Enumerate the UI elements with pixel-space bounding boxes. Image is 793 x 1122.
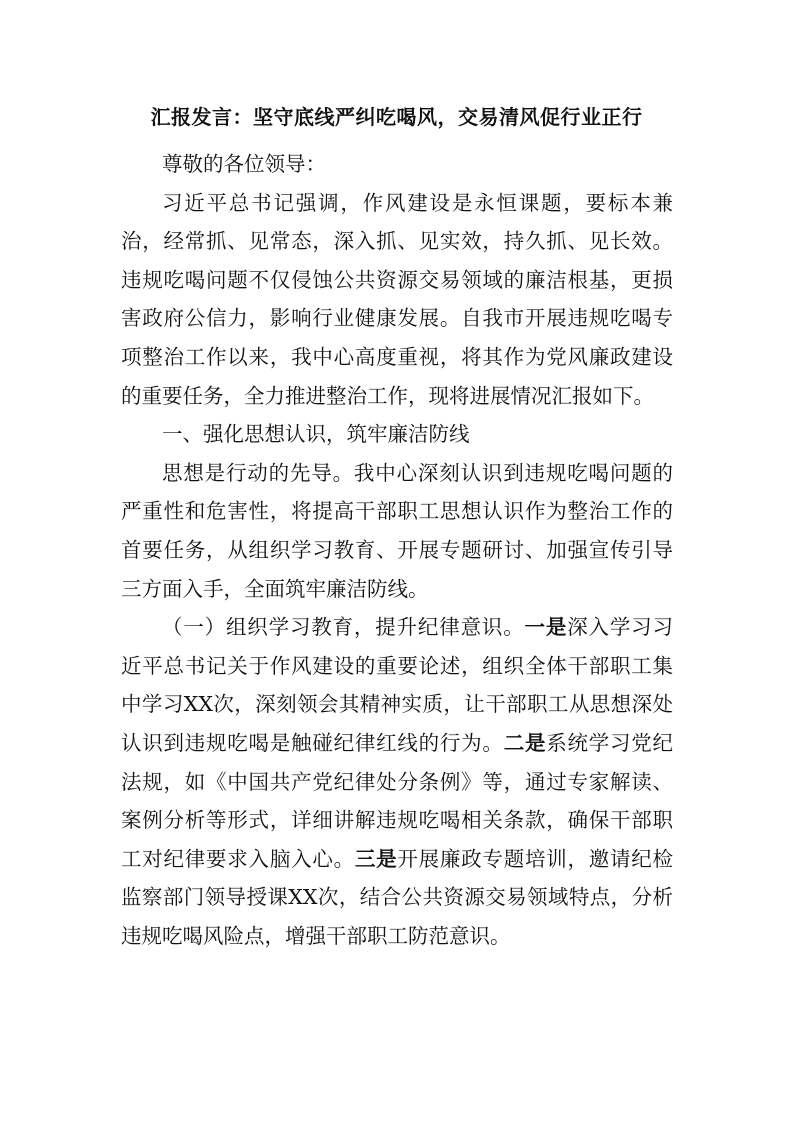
item-text: 深入学习习近平总书记关于作风建设的重要论述，组织全体干部职工集中学习XX次，深刻领会其精神实质，让干部职工从思想深处认识到违规吃喝是触碰纪律红线的行为。 <box>121 615 674 755</box>
item-label: 二是 <box>503 730 547 755</box>
item-label: 三是 <box>354 846 398 871</box>
subsection-heading: （一）组织学习教育，提升纪律意识。 <box>162 615 525 640</box>
item-text: 系统学习党纪法规，如《中国共产党纪律处分条例》等，通过专家解读、案例分析等形式，详细讲解违规吃喝相关条款，确保干部职工对纪律要求入脑入心。 <box>121 730 674 871</box>
document-title: 汇报发言：坚守底线严纠吃喝风，交易清风促行业正行 <box>150 105 643 129</box>
document-body <box>121 145 673 955</box>
salutation: 尊敬的各位领导： <box>162 152 326 176</box>
section-heading: 一、强化思想认识，筑牢廉洁防线 <box>162 422 470 447</box>
item-text: 开展廉政专题培训，邀请纪检监察部门领导授课XX次，结合公共资源交易领域特点，分析违规吃喝风险点，增强干部职工防范意识。 <box>121 846 674 948</box>
subsection-paragraph <box>121 608 673 955</box>
section-intro-paragraph: 思想是行动的先导。我中心深刻认识到违规吃喝问题的严重性和危害性，将提高干部职工思想认识作为整治工作的首要任务，从组织学习教育、开展专题研讨、加强宣传引导三方面入手，全面筑牢廉洁防线。 <box>121 460 673 601</box>
item-label: 一是 <box>524 615 568 640</box>
intro-paragraph: 习近平总书记强调，作风建设是永恒课题，要标本兼治，经常抓、见常态，深入抓、见实效，持久抓、见长效。违规吃喝问题不仅侵蚀公共资源交易领域的廉洁根基，更损害政府公信力，影响行业健康发展。自我市开展违规吃喝专项整治工作以来，我中心高度重视，将其作为党风廉政建设的重要任务，全力推进整治工作，现将进展情况汇报如下。 <box>121 190 673 408</box>
